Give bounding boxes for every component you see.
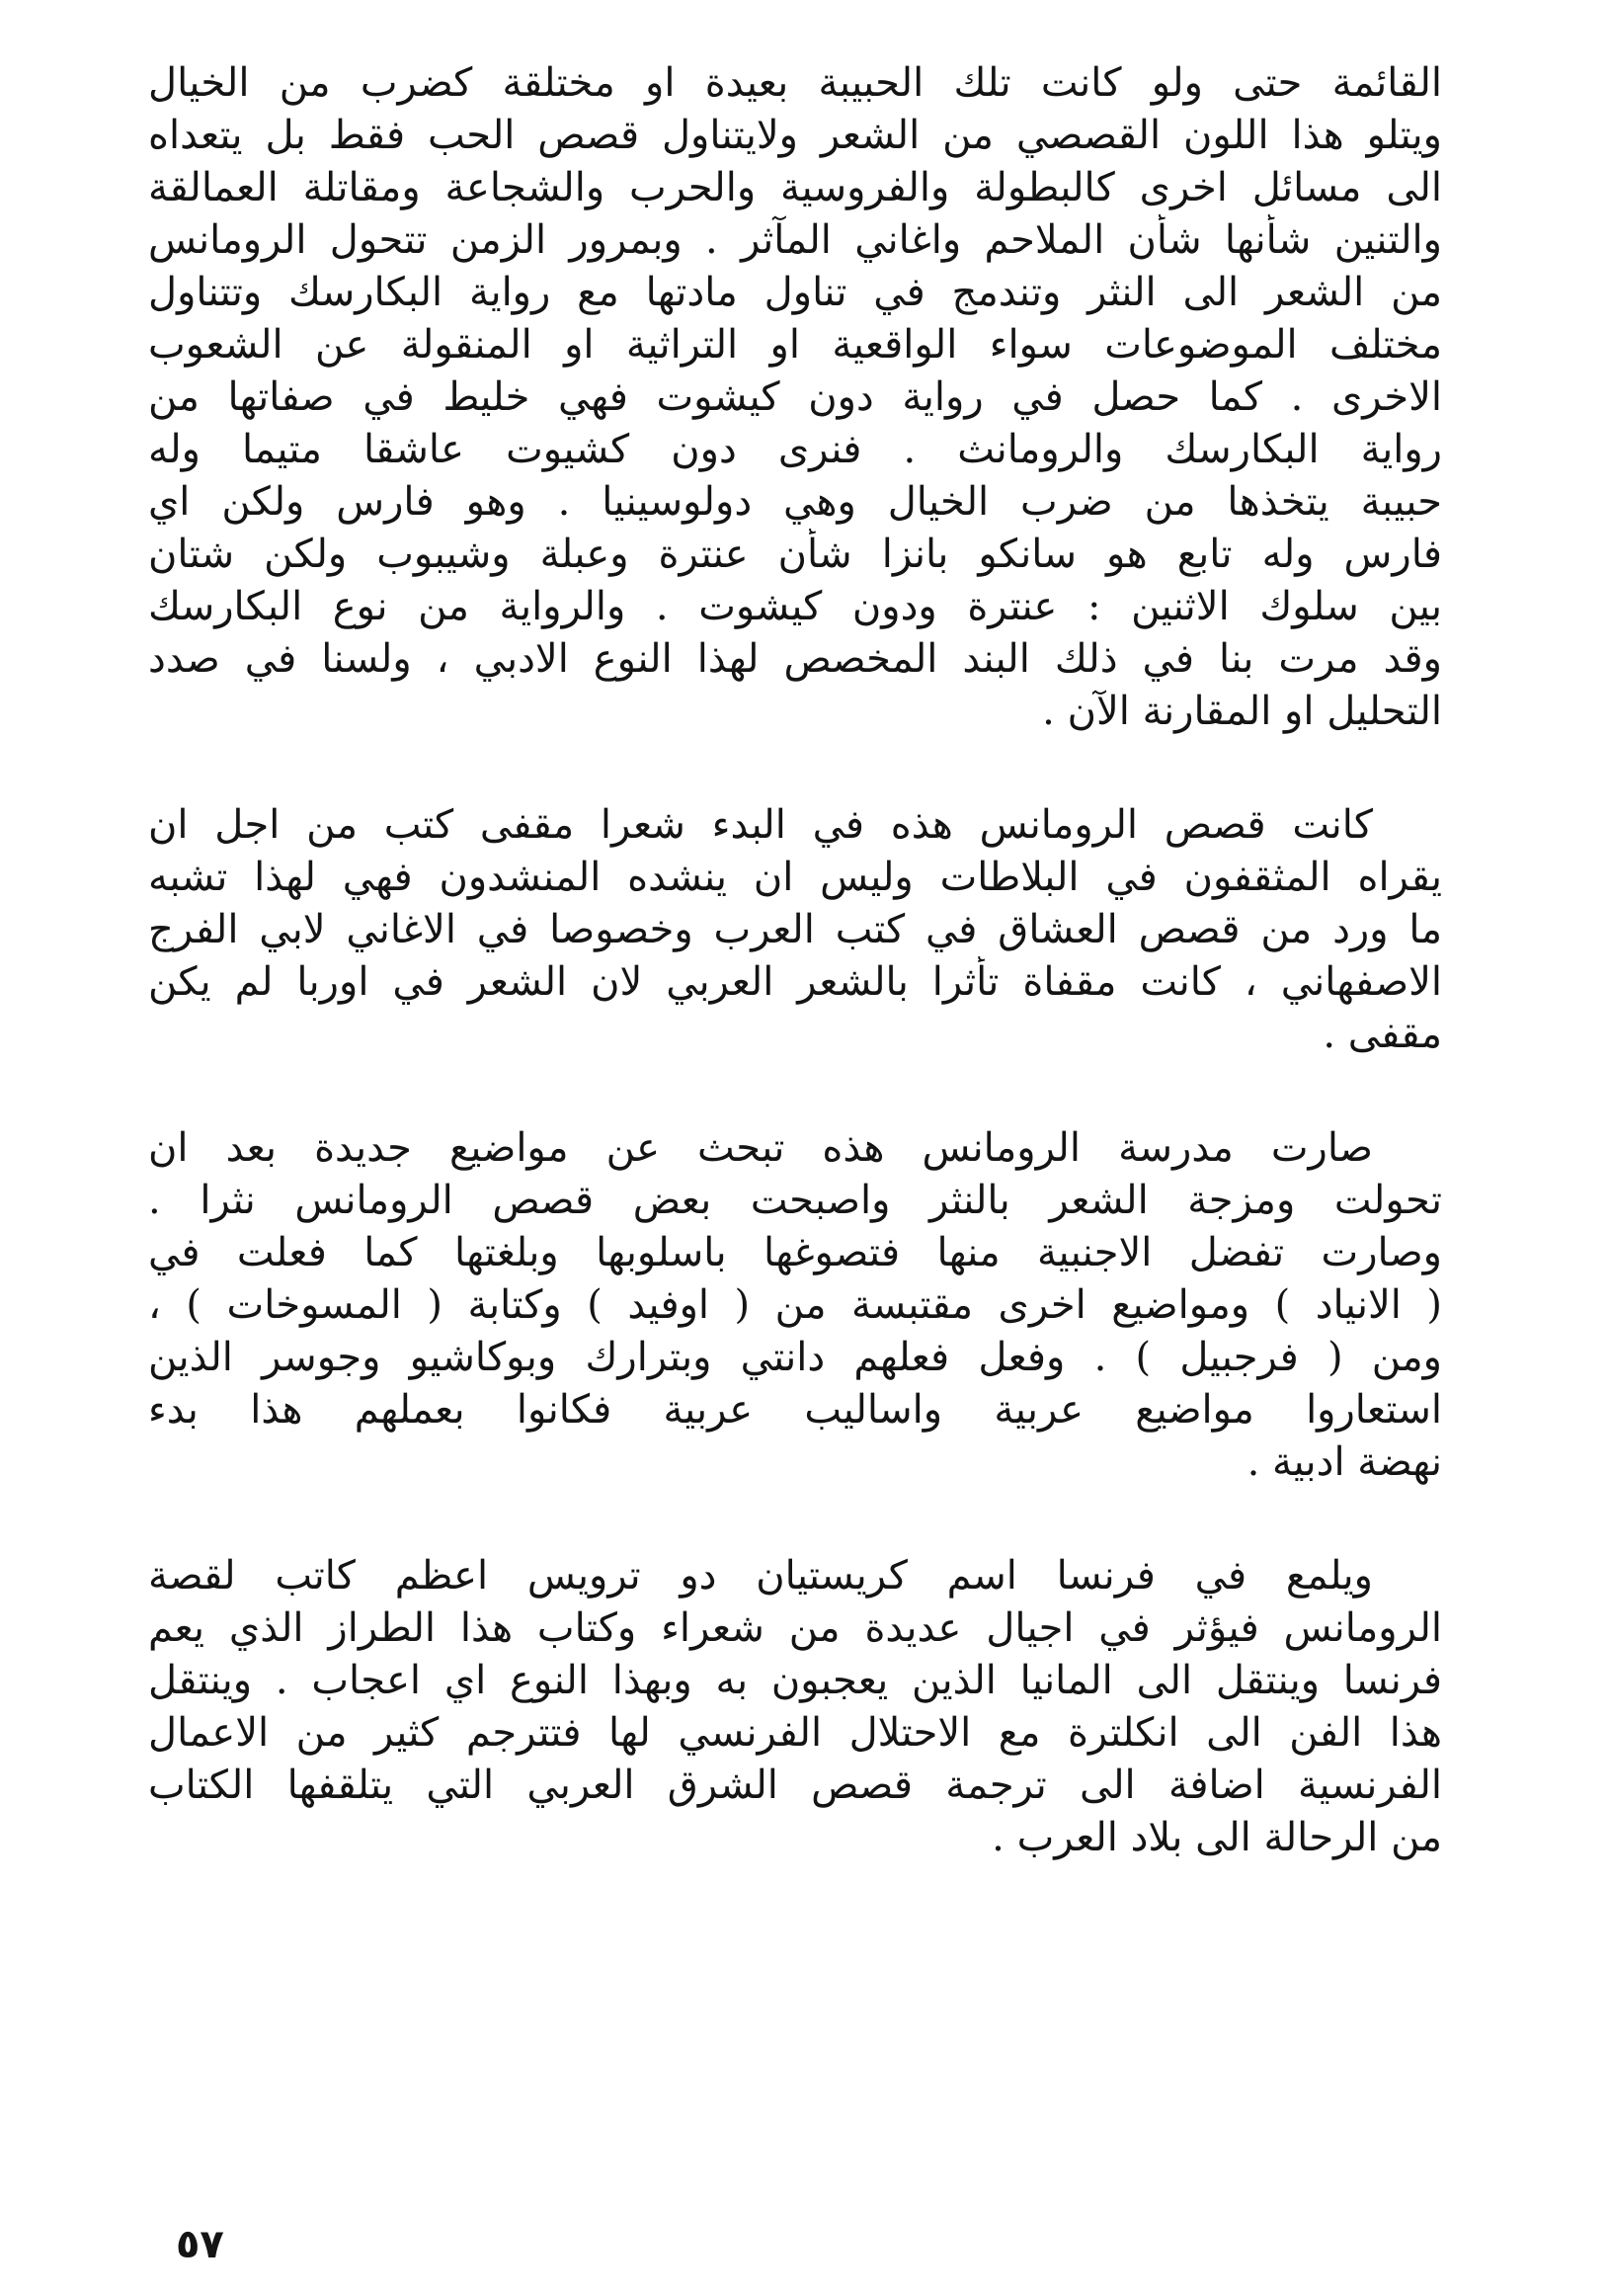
text-line: الاصفهاني ، كانت مقفاة تأثرا بالشعر العربي لان الشعر في اوربا لم يكن bbox=[148, 959, 1442, 1005]
text-line: استعاروا مواضيع عربية واساليب عربية فكانوا بعملهم هذا بدء bbox=[148, 1387, 1442, 1433]
text-line: ويلمع في فرنسا اسم كريستيان دو ترويس اعظم كاتب لقصة bbox=[148, 1553, 1373, 1599]
text-line: القائمة حتى ولو كانت تلك الحبيبة بعيدة او مختلقة كضرب من الخيال bbox=[148, 60, 1442, 106]
text-line: وقد مرت بنا في ذلك البند المخصص لهذا النوع الادبي ، ولسنا في صدد bbox=[148, 636, 1442, 682]
text-line: حبيبة يتخذها من ضرب الخيال وهي دولوسينيا . وهو فارس ولكن اي bbox=[148, 479, 1442, 525]
text-line: من الرحالة الى بلاد العرب . bbox=[992, 1815, 1442, 1860]
text-line: فارس وله تابع هو سانكو بانزا شأن عنترة وعبلة وشيبوب ولكن شتان bbox=[148, 532, 1442, 577]
text-line: الرومانس فيؤثر في اجيال عديدة من شعراء وكتاب هذا الطراز الذي يعم bbox=[148, 1605, 1442, 1651]
text-line: مختلف الموضوعات سواء الواقعية او التراثية او المنقولة عن الشعوب bbox=[148, 322, 1442, 368]
paragraph-4 bbox=[148, 1550, 1442, 1864]
text-line: ( الانياد ) ومواضيع اخرى مقتبسة من ( اوفيد ) وكتابة ( المسوخات ) ، bbox=[148, 1282, 1442, 1328]
page-body bbox=[148, 57, 1442, 1864]
text-line: مقفى . bbox=[1323, 1012, 1442, 1057]
text-line: الى مسائل اخرى كالبطولة والفروسية والحرب والشجاعة ومقاتلة العمالقة bbox=[148, 165, 1442, 210]
text-line: الاخرى . كما حصل في رواية دون كيشوت فهي خليط في صفاتها من bbox=[148, 374, 1442, 420]
text-line: بين سلوك الاثنين : عنترة ودون كيشوت . والرواية من نوع البكارسك bbox=[148, 584, 1442, 629]
paragraph-1 bbox=[148, 57, 1442, 738]
text-line: من الشعر الى النثر وتندمج في تناول مادتها مع رواية البكارسك وتتناول bbox=[148, 270, 1442, 315]
text-line: ويتلو هذا اللون القصصي من الشعر ولايتناول قصص الحب فقط بل يتعداه bbox=[148, 113, 1442, 158]
text-line: كانت قصص الرومانس هذه في البدء شعرا مقفى كتب من اجل ان bbox=[148, 802, 1373, 848]
paragraph-2 bbox=[148, 799, 1442, 1061]
paragraph-gap bbox=[148, 1061, 1442, 1122]
text-line: رواية البكارسك والرومانث . فنرى دون كشيوت عاشقا متيما وله bbox=[148, 427, 1442, 472]
paragraph-gap bbox=[148, 738, 1442, 799]
text-line: الفرنسية اضافة الى ترجمة قصص الشرق العربي التي يتلقفها الكتاب bbox=[148, 1763, 1442, 1808]
text-line: هذا الفن الى انكلترة مع الاحتلال الفرنسي لها فتترجم كثير من الاعمال bbox=[148, 1710, 1442, 1756]
text-line: فرنسا وينتقل الى المانيا الذين يعجبون به وبهذا النوع اي اعجاب . وينتقل bbox=[148, 1658, 1442, 1703]
text-line: يقراه المثقفون في البلاطات وليس ان ينشده المنشدون فهي لهذا تشبه bbox=[148, 855, 1442, 900]
paragraph-gap bbox=[148, 1489, 1442, 1550]
text-line: ومن ( فرجبيل ) . وفعل فعلهم دانتي وبترارك وبوكاشيو وجوسر الذين bbox=[148, 1335, 1442, 1380]
text-line: تحولت ومزجة الشعر بالنثر واصبحت بعض قصص الرومانس نثرا . bbox=[148, 1178, 1442, 1223]
paragraph-3 bbox=[148, 1122, 1442, 1489]
text-line: نهضة ادبية . bbox=[1246, 1439, 1442, 1485]
text-line: وصارت تفضل الاجنبية منها فتصوغها باسلوبها وبلغتها كما فعلت في bbox=[148, 1230, 1442, 1275]
page-number: ٥٧ bbox=[176, 2222, 224, 2267]
text-line: التحليل او المقارنة الآن . bbox=[1042, 689, 1442, 734]
text-line: والتنين شأنها شأن الملاحم واغاني المآثر . وبمرور الزمن تتحول الرومانس bbox=[148, 217, 1442, 263]
text-line: صارت مدرسة الرومانس هذه تبحث عن مواضيع جديدة بعد ان bbox=[148, 1125, 1373, 1171]
text-line: ما ورد من قصص العشاق في كتب العرب وخصوصا في الاغاني لابي الفرج bbox=[148, 907, 1442, 952]
